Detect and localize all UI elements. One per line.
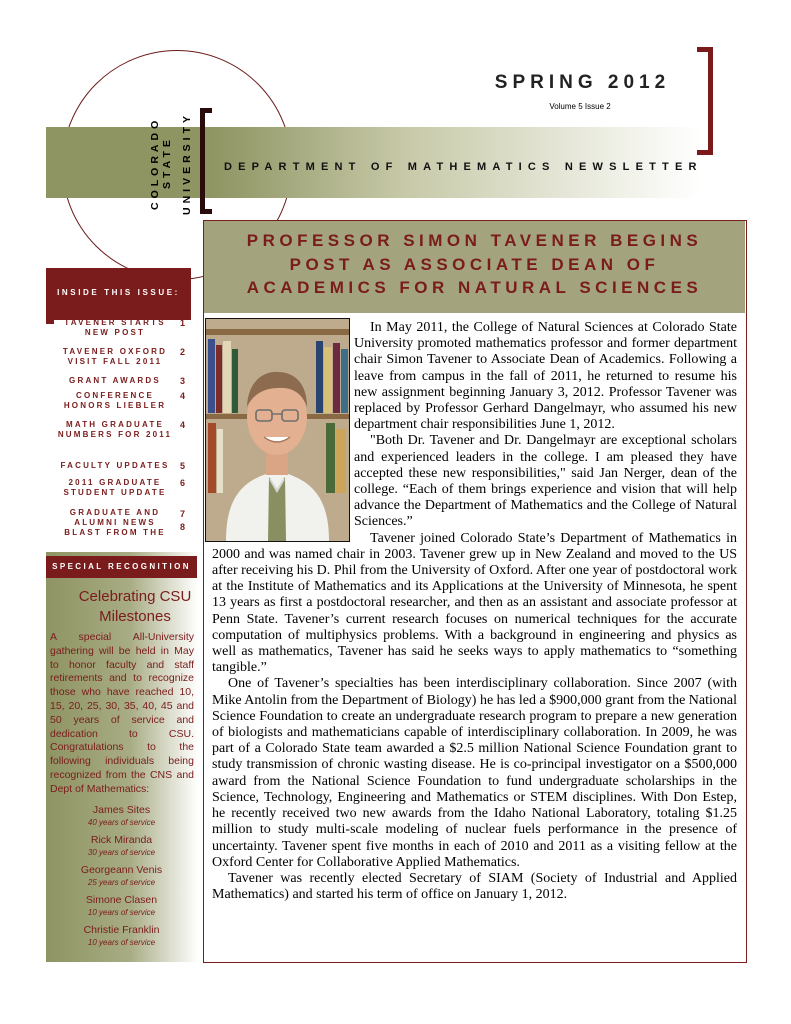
honoree-years: 10 years of service	[87, 908, 156, 917]
honoree-years: 30 years of service	[87, 848, 156, 857]
honoree	[46, 893, 197, 919]
honoree-years: 25 years of service	[87, 878, 156, 887]
toc-item-title: TAVENER OXFORD VISIT FALL 2011	[62, 347, 168, 366]
honoree	[46, 803, 197, 829]
toc-item-page: 5	[180, 461, 186, 471]
honoree-name: Rick Miranda	[90, 834, 153, 846]
honoree-years: 40 years of service	[87, 818, 156, 827]
toc-item-title: FACULTY UPDATES	[60, 461, 170, 470]
honoree-years: 10 years of service	[87, 938, 156, 947]
article-headline-text: PROFESSOR SIMON TAVENER BEGINS POST AS ASSOCIATE DEAN OF ACADEMICS FOR NATURAL SCIENCES	[246, 231, 703, 297]
toc-item-title: GRADUATE AND ALUMNI NEWS BLAST FROM THE	[64, 508, 166, 537]
toc-item-page: 2	[180, 347, 186, 357]
honoree	[46, 833, 197, 859]
toc-item-page: 4	[180, 391, 186, 401]
honoree-name: Georgeann Venis	[80, 864, 163, 876]
article-paragraph: Tavener was recently elected Secretary of SIAM (Society of Industrial and Applied Mathematics) and started his term of office on January 1, 2012.	[212, 870, 737, 903]
toc-item-title: GRANT AWARDS	[69, 376, 161, 385]
article-paragraph: "Both Dr. Tavener and Dr. Dangelmayr are exceptional scholars and experienced leaders in the college. I am pleased they have accepted these new responsibilities," said Jan Nerger, dean of the college. “Each of them brings experience and vision that will help advance the Department of Mathematics and the College of Natural Sciences.”	[354, 433, 737, 530]
sidebar-title	[46, 587, 224, 627]
sidebar-body: A special All-University gathering will be held in May to honor faculty and staff retirements and to recognize those who have reached 10, 15, 20, 25, 30, 35, 40, 45 and 50 years of service and dedication to CSU. Congratulations to the following individuals being recognized from the CNS and Dept of Mathematics:	[50, 631, 194, 795]
toc-item-title: MATH GRADUATE NUMBERS FOR 2011	[57, 420, 173, 439]
toc-item-title: 2011 GRADUATE STUDENT UPDATE	[63, 478, 167, 497]
sidebar-title-text: Celebrating CSU Milestones	[78, 588, 192, 625]
toc-item-title: TAVENER STARTS NEW POST	[64, 318, 166, 337]
university-line1: COLORADO STATE	[148, 116, 173, 210]
issue-volume: Volume 5 Issue 2	[549, 102, 611, 111]
toc-heading: INSIDE THIS ISSUE:	[57, 288, 180, 297]
article-paragraph: Tavener joined Colorado State’s Department of Mathematics in 2000 and was named chair in 2003. Tavener grew up in New Zealand and moved to the US after receiving his D. Phil from the University of Oxford. After one year of postdoctoral work at the Institute of Mathematics and its Applications at the University of Minnesota, he spent 13 years as first a postdoctoral researcher, and then as an assistant and associate professor at Penn State. Tavener’s current research focuses on numerical techniques for the accurate computation of multiphysics problems. With a background in engineering and physics as well as mathematics, Tavener has said he seeks ways to apply mathematics to “something tangible.”	[212, 530, 737, 676]
university-line2: UNIVERSITY	[180, 111, 193, 215]
toc-item-title: CONFERENCE HONORS LIEBLER	[63, 391, 167, 410]
honoree	[46, 863, 197, 889]
newsletter-title: DEPARTMENT OF MATHEMATICS NEWSLETTER	[224, 161, 703, 173]
toc-item-page: 3	[180, 376, 186, 386]
right-bracket-ornament	[697, 47, 713, 155]
sidebar-heading: SPECIAL RECOGNITION	[46, 556, 197, 578]
toc-item-page: 6	[180, 478, 186, 488]
article-headline	[204, 229, 745, 300]
photo-wrap-space	[212, 320, 354, 542]
toc-item-page: 1	[180, 318, 186, 328]
article-paragraph: In May 2011, the College of Natural Sciences at Colorado State University promoted mathematics professor and former department chair Simon Tavener to Associate Dean of Academics. Following a leave from campus in the fall of 2011, he returned to resume his new assignment beginning January 3, 2012. Professor Tavener was replaced by Professor Gerhard Dangelmayr, who assumed his new department chair responsibilities June 1, 2012.	[354, 320, 737, 433]
honoree	[46, 923, 197, 949]
honoree-name: Simone Clasen	[85, 894, 158, 906]
issue-season: SPRING 2012	[494, 72, 671, 93]
article-paragraph: One of Tavener’s specialties has been interdisciplinary collaboration. Since 2007 (with Mike Antolin from the Department of Biology) he has led a $900,000 grant from the National Science Foundation to create an undergraduate research program to prepare a new generation of biologists and mathematicians capable of interdisciplinary collaboration. In 2009, he was part of a Colorado State team awarded a $2.5 million National Science Foundation grant to study transmission of chronic wasting disease. He is co-principal investigator on a $500,000 award from the National Science Foundation to fund undergraduate scholarships in the Science, Technology, Engineering and Mathematics or STEM disciplines. With Don Estep, he recently received two new awards from the Idaho National Laboratory, totaling $1.25 million to study multi-scale modeling of nuclear fuels performance in the presence of uncertainty. Tavener spent five months in each of 2010 and 2011 as a visiting fellow at the Oxford Center for Collaborative Applied Mathematics.	[212, 676, 737, 870]
toc-item-page: 7 8	[180, 509, 186, 532]
honoree-name: James Sites	[92, 804, 151, 816]
toc-item-page: 4	[180, 420, 186, 430]
toc-header	[46, 268, 191, 320]
article-body	[212, 320, 737, 903]
toc-tab-ornament	[46, 316, 54, 324]
honoree-name: Christie Franklin	[83, 924, 160, 936]
university-name	[148, 92, 193, 234]
left-bracket-ornament	[200, 108, 212, 214]
